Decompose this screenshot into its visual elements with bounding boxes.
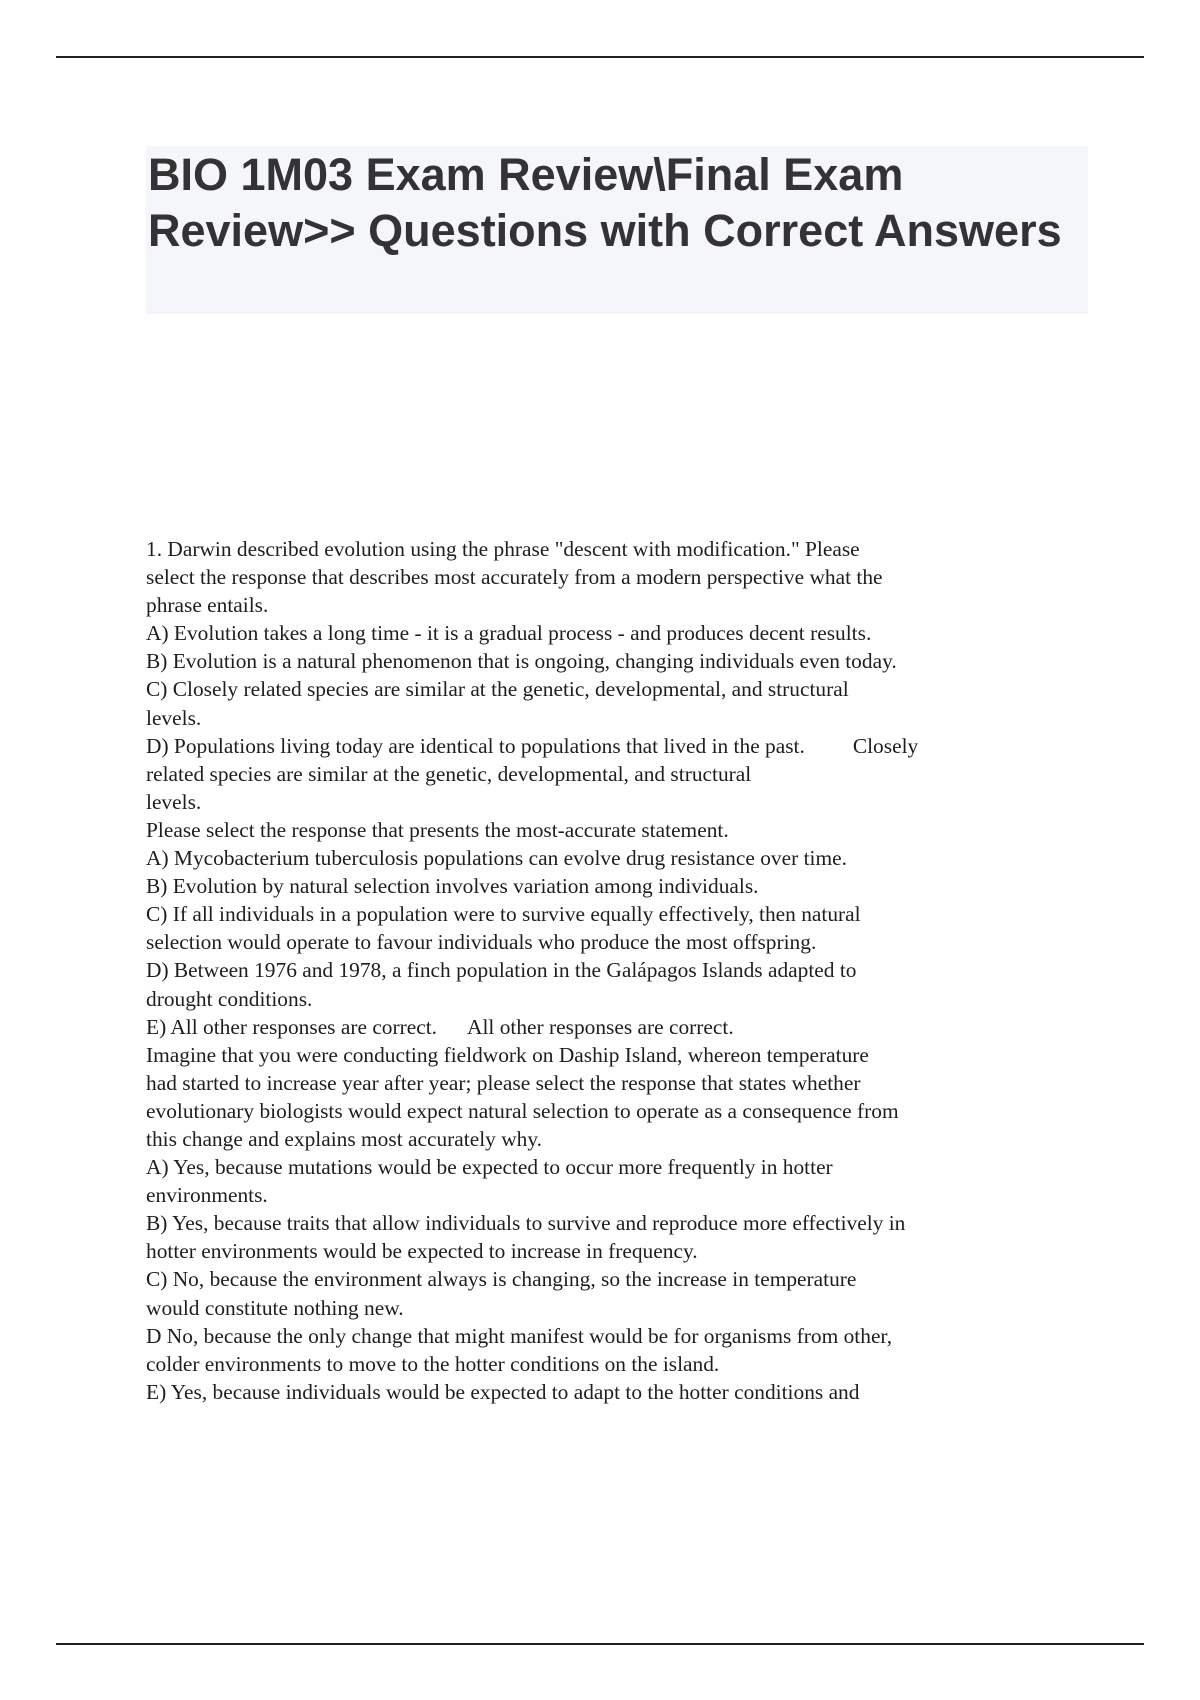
text-line: had started to increase year after year; please select the response that states whether — [146, 1070, 861, 1095]
title-banner — [146, 146, 1088, 314]
text-line: A) Evolution takes a long time - it is a gradual process - and produces decent results. — [146, 621, 872, 646]
bottom-rule — [56, 1643, 1144, 1645]
text-line: colder environments to move to the hotter conditions on the island. — [146, 1351, 720, 1376]
text-line: hotter environments would be expected to increase in frequency. — [146, 1239, 698, 1264]
text-line: B) Yes, because traits that allow individuals to survive and reproduce more effectively in — [146, 1211, 906, 1236]
text-line: B) Evolution is a natural phenomenon that is ongoing, changing individuals even today. — [146, 649, 897, 674]
text-line: E) Yes, because individuals would be expected to adapt to the hotter conditions and — [146, 1379, 860, 1404]
correct-answer: Closely — [852, 733, 919, 758]
text-line-with-answer — [146, 732, 1046, 760]
text-line: levels. — [146, 705, 202, 730]
correct-answer: All other responses are correct. — [467, 1014, 734, 1039]
text-line: 1. Darwin described evolution using the phrase "descent with modification." Please — [146, 537, 860, 561]
text-line: drought conditions. — [146, 986, 313, 1011]
text-line: C) Closely related species are similar at the genetic, developmental, and structural — [146, 677, 849, 702]
text-line: would constitute nothing new. — [146, 1295, 404, 1320]
text-line: C) No, because the environment always is changing, so the increase in temperature — [146, 1267, 857, 1292]
question-option: E) All other responses are correct. — [146, 1014, 438, 1039]
text-line: A) Yes, because mutations would be expected to occur more frequently in hotter — [146, 1155, 833, 1180]
text-line: Imagine that you were conducting fieldwork on Daship Island, whereon temperature — [146, 1042, 869, 1067]
text-line: D No, because the only change that might manifest would be for organisms from other, — [146, 1323, 893, 1348]
question-option: D) Populations living today are identical to populations that lived in the past. — [146, 733, 805, 758]
document-body — [146, 535, 1046, 1406]
correct-answer-continued: levels. — [146, 789, 202, 814]
text-line: evolutionary biologists would expect natural selection to operate as a consequence from — [146, 1098, 899, 1123]
top-rule — [56, 56, 1144, 58]
correct-answer-continued: related species are similar at the genetic, developmental, and structural — [146, 761, 752, 786]
text-line: selection would operate to favour individuals who produce the most offspring. — [146, 930, 817, 955]
text-line: A) Mycobacterium tuberculosis populations can evolve drug resistance over time. — [146, 846, 847, 871]
text-line: this change and explains most accurately why. — [146, 1126, 542, 1151]
document-title: BIO 1M03 Exam Review\Final Exam Review>> Questions with Correct Answers — [148, 149, 1062, 256]
text-line: environments. — [146, 1183, 268, 1208]
text-line-with-answer — [146, 1013, 1046, 1041]
text-line: C) If all individuals in a population were to survive equally effectively, then natural — [146, 902, 861, 927]
text-line: B) Evolution by natural selection involves variation among individuals. — [146, 874, 759, 899]
text-line: phrase entails. — [146, 593, 269, 618]
text-line: Please select the response that presents the most-accurate statement. — [146, 817, 729, 842]
text-line: D) Between 1976 and 1978, a finch population in the Galápagos Islands adapted to — [146, 958, 857, 983]
text-line: select the response that describes most accurately from a modern perspective what the — [146, 565, 883, 590]
